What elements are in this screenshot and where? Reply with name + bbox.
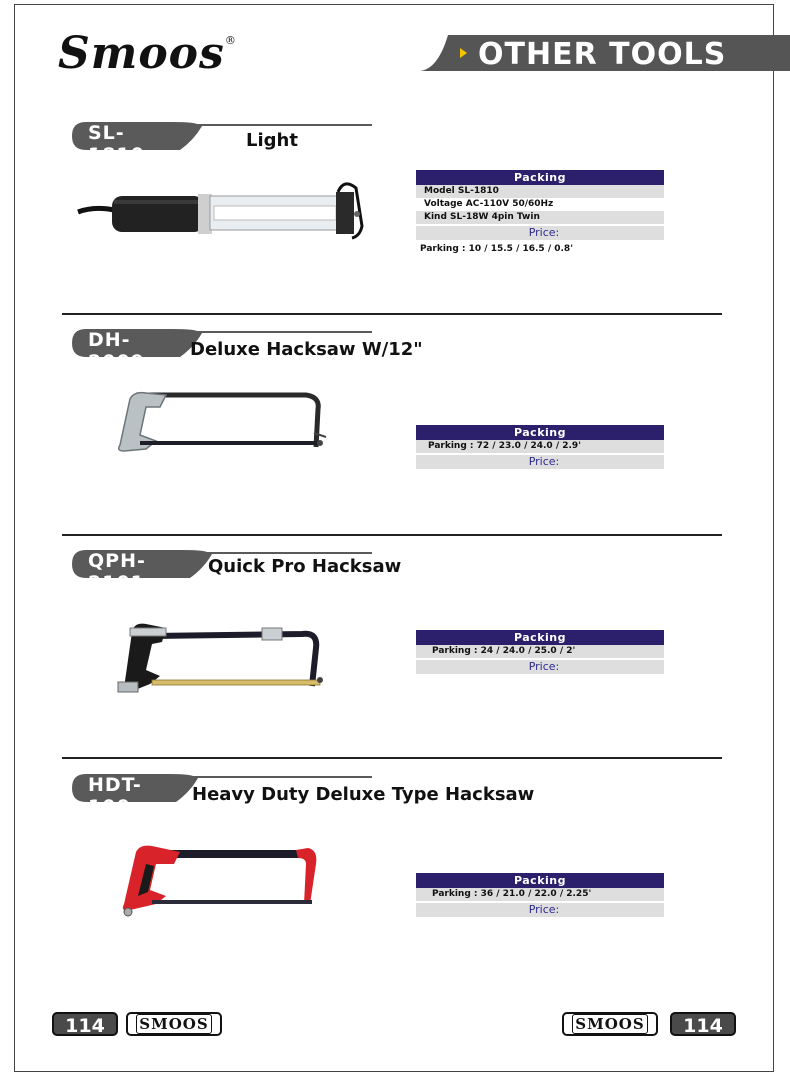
registered-mark: ® [224,34,237,47]
header-banner [420,35,790,71]
packing-table-dh-2009 [416,425,664,469]
section-divider [62,534,722,536]
footer-right [562,1010,742,1040]
price-label: Price: [416,660,664,674]
product-code: HDT-100 [88,774,142,818]
hacksaw-dh-2009-image [106,385,346,461]
hacksaw-hdt-100-image [112,842,342,922]
packing-row: Parking : 24 / 24.0 / 25.0 / 2' [416,645,664,658]
work-light-image [74,178,374,250]
price-label: Price: [416,455,664,469]
footer-left [52,1010,232,1040]
hacksaw-qph-2101-image [112,618,342,698]
packing-row: Voltage AC-110V 50/60Hz [424,199,554,209]
packing-table-sl-1810 [416,170,664,256]
price-label: Price: [416,226,664,240]
header-title: OTHER TOOLS [478,37,727,72]
packing-header: Packing [416,170,664,185]
product-name: Heavy Duty Deluxe Type Hacksaw [192,784,535,805]
section-divider [62,313,722,315]
brand-logo [58,28,237,79]
product-code: SL-1810 [88,122,145,166]
packing-header: Packing [416,630,664,645]
product-name: Light [246,130,298,151]
footer-brand-text: SMOOS [572,1014,647,1034]
packing-header: Packing [416,873,664,888]
packing-table-hdt-100 [416,873,664,917]
product-name: Deluxe Hacksaw W/12" [190,339,423,360]
section-divider [62,757,722,759]
product-name: Quick Pro Hacksaw [208,556,402,577]
page-number: 114 [670,1012,736,1036]
header-arrow-icon [460,48,467,58]
packing-table-qph-2101 [416,630,664,674]
footer-brand-text: SMOOS [136,1014,211,1034]
product-section-hdt-100 [62,772,722,972]
parking-info: Parking : 10 / 15.5 / 16.5 / 0.8' [420,244,573,254]
page-number: 114 [52,1012,118,1036]
packing-row: Parking : 36 / 21.0 / 22.0 / 2.25' [416,888,664,901]
packing-row: Parking : 72 / 23.0 / 24.0 / 2.9' [416,440,664,453]
packing-header: Packing [416,425,664,440]
product-code: QPH-2101 [88,550,146,594]
footer-brand-badge [562,1012,658,1036]
packing-row: Model SL-1810 [416,185,664,198]
brand-logo-text: Smoos [58,28,225,79]
footer-brand-badge [126,1012,222,1036]
product-code: DH-2009 [88,329,145,373]
price-label: Price: [416,903,664,917]
packing-row: Kind SL-18W 4pin Twin [416,211,664,224]
